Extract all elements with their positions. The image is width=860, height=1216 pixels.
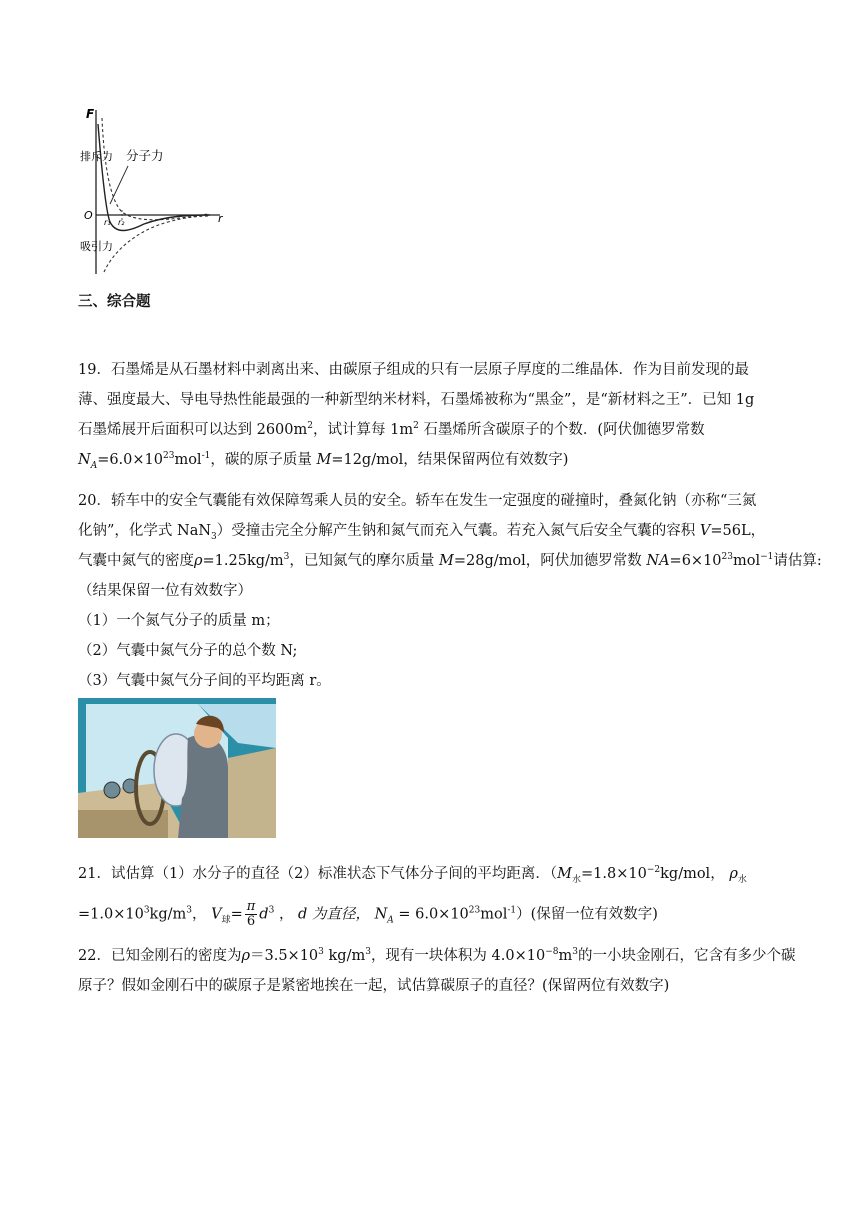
pi-over-six: $\frac{\pi}{6}$ [246,899,256,929]
axis-x-label: r [218,212,223,225]
q22-line1: 22．已知金刚石的密度为$\rho=3.5\times 10^3$ $kg/m^3$，现有一块体积为 $4.0\times 10^{-8}m^3$的一小块金刚石，它含有多少个碳 [78,947,796,964]
q22-line2: 原子？假如金刚石中的碳原子是紧密地挨在一起，试估算碳原子的直径？(保留两位有效数字) [78,978,670,994]
q19-line2: 薄、强度最大、导电导热性能最强的一种新型纳米材料，石墨烯被称为“黑金”，是“新材料之王”．已知 1g [78,392,755,408]
label-pointer [110,166,128,204]
q21-line2: $=1.0\times 10^3kg/m^3$， $V_球=$ $\frac{\pi}{6}$ $d^3$ ， d 为直径， $N_A = 6.0\times 10^{23}mol^{-1}$）(保留一位有效数字) [78,899,658,929]
q20-sub3: （3）气囊中氮气分子间的平均距离 r。 [78,673,331,689]
molecular-force-graph [78,104,228,282]
q21-line1: 21．试估算（1）水分子的直径（2）标准状态下气体分子间的平均距离．（$M_水=1.8\times 10^{-2}kg$/mol， $\rho_水$ [78,865,747,885]
repulsive-curve [102,118,208,220]
q20-line3: 气囊中氮气的密度$\rho=1.25kg/m^3$，已知氮气的摩尔质量 M=28g/mol，阿伏加德罗常数 $NA=6\times 10^{23}mol^{-1}$请估算: [78,552,822,569]
q19-line1: 19．石墨烯是从石墨材料中剥离出来、由碳原子组成的只有一层原子厚度的二维晶体．作为目前发现的最 [78,362,749,378]
curve-label: 分子力 [126,148,164,163]
seat [228,748,276,838]
r1-label: r₁ [104,218,111,227]
q19-line3: 石墨烯展开后面积可以达到 $2600m^2$，试计算每 $1m^2$ 石墨烯所含碳原子的个数．(阿伏伽德罗常数 [78,421,705,438]
q20-line1: 20．轿车中的安全气囊能有效保障驾乘人员的安全。轿车在发生一定强度的碰撞时，叠氮化钠（亦称“三氮 [78,493,757,509]
origin-label: O [84,209,93,222]
gauge-icon [104,782,120,798]
q20-line2: 化钠”，化学式 NaN$_3$）受撞击完全分解产生钠和氮气而充入气囊。若充入氮气后安全气囊的容积 V=56L， [78,523,766,542]
axis-y-label: F [86,107,95,121]
q20-line4: （结果保留一位有效数字） [78,583,252,599]
r2-label: r₂ [118,218,125,227]
q20-sub2: （2）气囊中氮气分子的总个数 N; [78,643,298,659]
q20-sub1: （1）一个氮气分子的质量 m； [78,613,280,629]
repulsive-label: 排斥力 [80,150,113,163]
airbag-illustration [78,698,276,838]
attractive-label: 吸引力 [80,240,113,253]
section-title: 三、综合题 [78,294,151,310]
q19-line4: $N_A=6.0\times 10^{23}mol^{-1}$，碳的原子质量 M=12g/mol，结果保留两位有效数字) [78,451,569,471]
